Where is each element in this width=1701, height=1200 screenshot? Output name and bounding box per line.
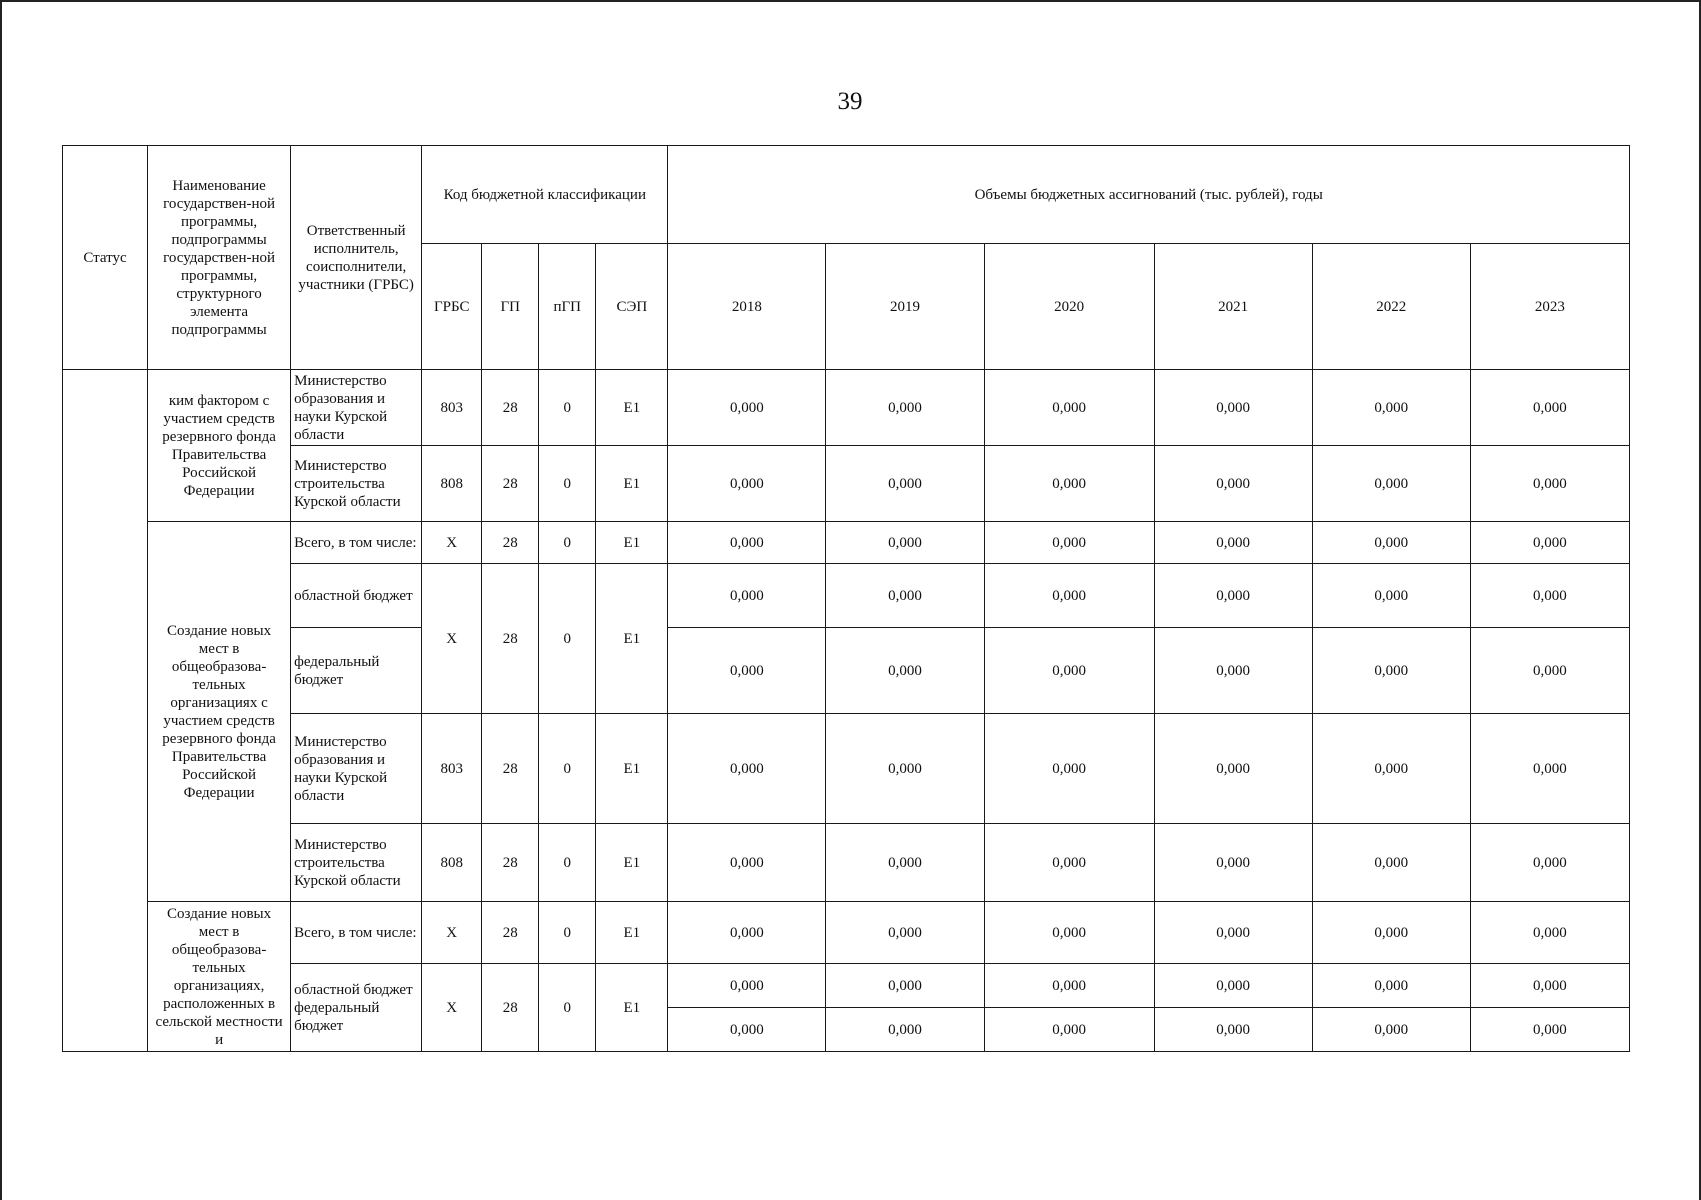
value-2022-cell: 0,000 <box>1312 628 1470 714</box>
value-2023-cell: 0,000 <box>1470 1008 1629 1052</box>
value-2023-cell: 0,000 <box>1470 564 1629 628</box>
pgp-cell: 0 <box>539 522 596 564</box>
table-row <box>63 902 1630 964</box>
value-2018-cell: 0,000 <box>668 564 826 628</box>
status-cell <box>63 370 148 1052</box>
header-budget-code: Код бюджетной классификации <box>422 146 668 244</box>
sep-cell: E1 <box>596 564 668 714</box>
value-2022-cell: 0,000 <box>1312 446 1470 522</box>
value-2023-cell: 0,000 <box>1470 964 1629 1008</box>
grbs-cell: X <box>422 522 482 564</box>
sep-cell: E1 <box>596 964 668 1052</box>
value-2022-cell: 0,000 <box>1312 370 1470 446</box>
value-2020-cell: 0,000 <box>984 370 1154 446</box>
header-volumes: Объемы бюджетных ассигнований (тыс. рублей), годы <box>668 146 1630 244</box>
value-2019-cell: 0,000 <box>826 370 984 446</box>
header-gp: ГП <box>482 244 539 370</box>
header-pgp: пГП <box>539 244 596 370</box>
value-2020-cell: 0,000 <box>984 628 1154 714</box>
value-2019-cell: 0,000 <box>826 824 984 902</box>
value-2023-cell: 0,000 <box>1470 628 1629 714</box>
gp-cell: 28 <box>482 564 539 714</box>
page-border-left <box>0 0 2 1200</box>
value-2021-cell: 0,000 <box>1154 824 1312 902</box>
value-2021-cell: 0,000 <box>1154 522 1312 564</box>
grbs-cell: 803 <box>422 714 482 824</box>
value-2020-cell: 0,000 <box>984 564 1154 628</box>
value-2021-cell: 0,000 <box>1154 564 1312 628</box>
executor-cell: областной бюджет <box>291 564 422 628</box>
header-year-2023: 2023 <box>1470 244 1629 370</box>
value-2023-cell: 0,000 <box>1470 902 1629 964</box>
executor-cell: федеральный бюджет <box>291 628 422 714</box>
program-name-cell: ким фактором с участием средств резервного фонда Правительства Российской Федерации <box>148 370 291 522</box>
header-sep: СЭП <box>596 244 668 370</box>
value-2020-cell: 0,000 <box>984 1008 1154 1052</box>
value-2020-cell: 0,000 <box>984 446 1154 522</box>
header-year-2021: 2021 <box>1154 244 1312 370</box>
header-responsible: Ответственный исполнитель, соисполнители, участники (ГРБС) <box>291 146 422 370</box>
value-2018-cell: 0,000 <box>668 964 826 1008</box>
grbs-cell: X <box>422 902 482 964</box>
executor-cell: Министерство образования и науки Курской области <box>291 714 422 824</box>
grbs-cell: X <box>422 964 482 1052</box>
executor-cell: Всего, в том числе: <box>291 902 422 964</box>
header-grbs: ГРБС <box>422 244 482 370</box>
sep-cell: E1 <box>596 370 668 446</box>
header-row-1 <box>63 146 1630 244</box>
executor-cell: Всего, в том числе: <box>291 522 422 564</box>
value-2018-cell: 0,000 <box>668 902 826 964</box>
value-2022-cell: 0,000 <box>1312 564 1470 628</box>
value-2020-cell: 0,000 <box>984 522 1154 564</box>
value-2023-cell: 0,000 <box>1470 824 1629 902</box>
header-year-2018: 2018 <box>668 244 826 370</box>
value-2019-cell: 0,000 <box>826 902 984 964</box>
value-2020-cell: 0,000 <box>984 964 1154 1008</box>
value-2019-cell: 0,000 <box>826 714 984 824</box>
executor-cell: Министерство строительства Курской области <box>291 446 422 522</box>
header-status: Статус <box>63 146 148 370</box>
value-2020-cell: 0,000 <box>984 714 1154 824</box>
value-2021-cell: 0,000 <box>1154 628 1312 714</box>
table-row <box>63 446 1630 522</box>
value-2019-cell: 0,000 <box>826 446 984 522</box>
gp-cell: 28 <box>482 522 539 564</box>
grbs-cell: 803 <box>422 370 482 446</box>
value-2019-cell: 0,000 <box>826 522 984 564</box>
page-number: 39 <box>837 88 863 115</box>
value-2018-cell: 0,000 <box>668 824 826 902</box>
table-row <box>63 522 1630 564</box>
table-row <box>63 824 1630 902</box>
value-2020-cell: 0,000 <box>984 902 1154 964</box>
value-2022-cell: 0,000 <box>1312 902 1470 964</box>
value-2021-cell: 0,000 <box>1154 446 1312 522</box>
sep-cell: E1 <box>596 714 668 824</box>
pgp-cell: 0 <box>539 714 596 824</box>
value-2022-cell: 0,000 <box>1312 522 1470 564</box>
header-year-2022: 2022 <box>1312 244 1470 370</box>
sep-cell: E1 <box>596 446 668 522</box>
value-2022-cell: 0,000 <box>1312 714 1470 824</box>
grbs-cell: 808 <box>422 824 482 902</box>
value-2021-cell: 0,000 <box>1154 902 1312 964</box>
pgp-cell: 0 <box>539 370 596 446</box>
value-2023-cell: 0,000 <box>1470 714 1629 824</box>
gp-cell: 28 <box>482 714 539 824</box>
value-2019-cell: 0,000 <box>826 564 984 628</box>
pgp-cell: 0 <box>539 446 596 522</box>
grbs-cell: X <box>422 564 482 714</box>
value-2018-cell: 0,000 <box>668 1008 826 1052</box>
executor-cell: областной бюджет федеральный бюджет <box>291 964 422 1052</box>
value-2023-cell: 0,000 <box>1470 522 1629 564</box>
value-2023-cell: 0,000 <box>1470 446 1629 522</box>
sep-cell: E1 <box>596 824 668 902</box>
value-2022-cell: 0,000 <box>1312 964 1470 1008</box>
header-program-name: Наименование государствен-ной программы, подпрограммы государствен-ной программы, структурного элемента подпрограммы <box>148 146 291 370</box>
pgp-cell: 0 <box>539 564 596 714</box>
sep-cell: E1 <box>596 522 668 564</box>
value-2018-cell: 0,000 <box>668 446 826 522</box>
value-2019-cell: 0,000 <box>826 628 984 714</box>
value-2021-cell: 0,000 <box>1154 370 1312 446</box>
page-border-top <box>0 0 1701 2</box>
program-name-cell: Создание новых мест в общеобразова-тельных организациях с участием средств резервного фонда Правительства Российской Федерации <box>148 522 291 902</box>
sep-cell: E1 <box>596 902 668 964</box>
value-2022-cell: 0,000 <box>1312 824 1470 902</box>
value-2019-cell: 0,000 <box>826 964 984 1008</box>
value-2018-cell: 0,000 <box>668 370 826 446</box>
gp-cell: 28 <box>482 446 539 522</box>
gp-cell: 28 <box>482 370 539 446</box>
value-2022-cell: 0,000 <box>1312 1008 1470 1052</box>
header-year-2020: 2020 <box>984 244 1154 370</box>
value-2021-cell: 0,000 <box>1154 714 1312 824</box>
gp-cell: 28 <box>482 964 539 1052</box>
executor-cell: Министерство образования и науки Курской области <box>291 370 422 446</box>
value-2020-cell: 0,000 <box>984 824 1154 902</box>
table-row <box>63 628 1630 714</box>
value-2018-cell: 0,000 <box>668 714 826 824</box>
table-row <box>63 964 1630 1008</box>
value-2021-cell: 0,000 <box>1154 1008 1312 1052</box>
gp-cell: 28 <box>482 902 539 964</box>
value-2019-cell: 0,000 <box>826 1008 984 1052</box>
table-row <box>63 714 1630 824</box>
budget-table <box>62 145 1630 1052</box>
value-2018-cell: 0,000 <box>668 522 826 564</box>
pgp-cell: 0 <box>539 964 596 1052</box>
executor-cell: Министерство строительства Курской области <box>291 824 422 902</box>
program-name-cell: Создание новых мест в общеобразова-тельных организациях, расположенных в сельской местности и <box>148 902 291 1052</box>
table-row <box>63 564 1630 628</box>
pgp-cell: 0 <box>539 902 596 964</box>
header-year-2019: 2019 <box>826 244 984 370</box>
table-row <box>63 370 1630 446</box>
value-2021-cell: 0,000 <box>1154 964 1312 1008</box>
gp-cell: 28 <box>482 824 539 902</box>
grbs-cell: 808 <box>422 446 482 522</box>
value-2023-cell: 0,000 <box>1470 370 1629 446</box>
pgp-cell: 0 <box>539 824 596 902</box>
value-2018-cell: 0,000 <box>668 628 826 714</box>
